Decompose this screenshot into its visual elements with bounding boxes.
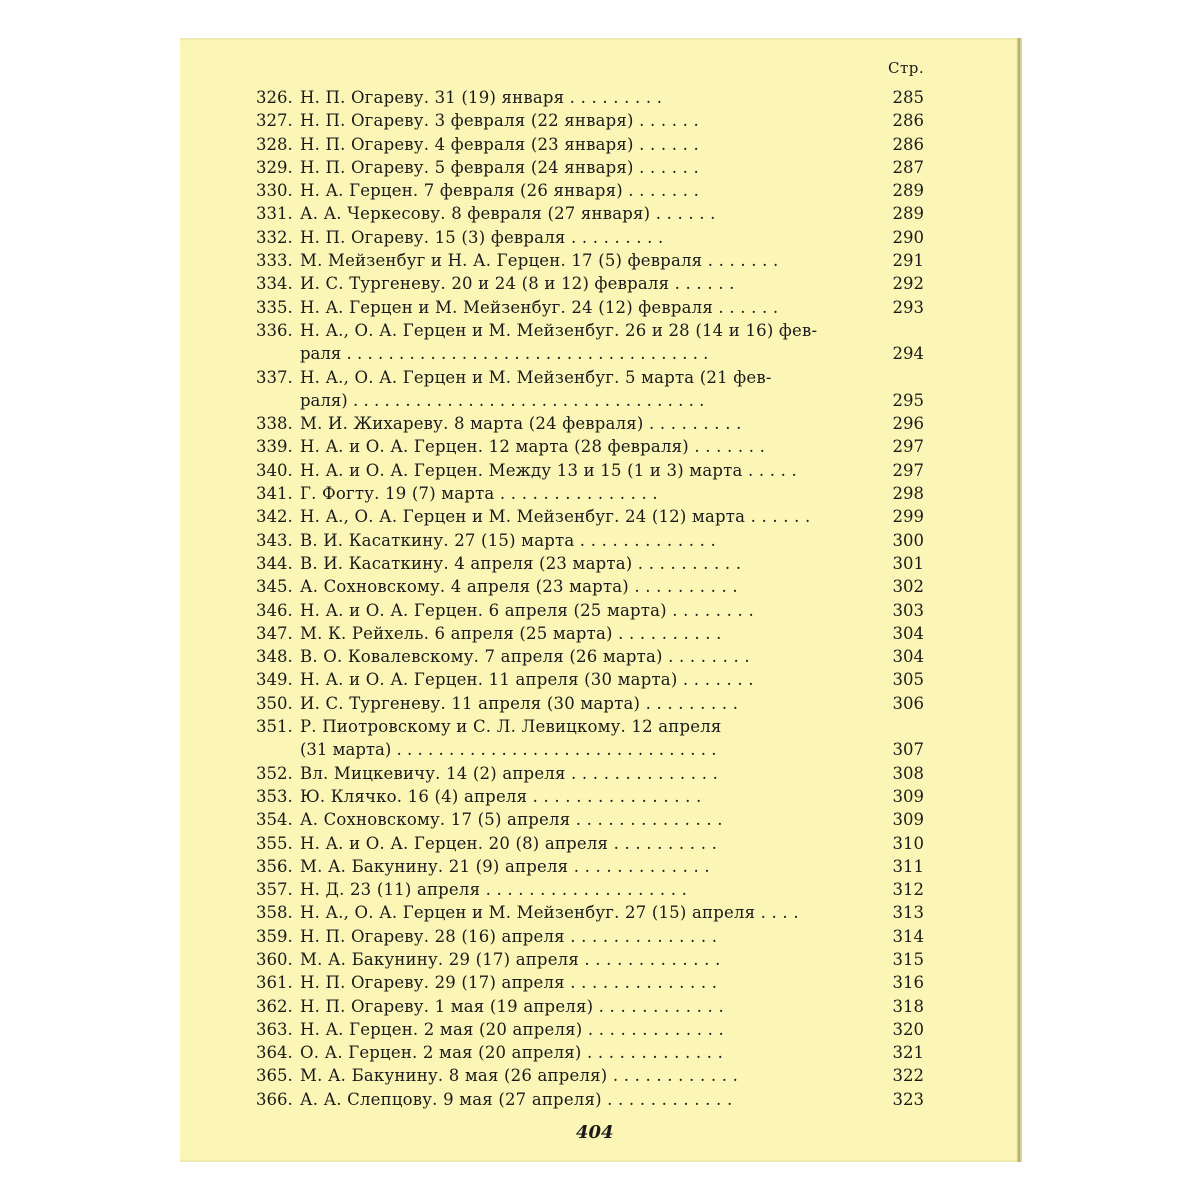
entry-page: 315: [892, 949, 924, 969]
entry-page: 304: [892, 647, 924, 667]
entry-page: 300: [892, 530, 924, 550]
entry-page: 301: [892, 553, 924, 573]
toc-entry: [256, 249, 924, 272]
entry-number: 340.: [256, 460, 293, 480]
entry-title: Ю. Клячко. 16 (4) апреля . . . . . . . . . . . . . . . .: [300, 786, 702, 806]
entry-page: 291: [892, 251, 924, 271]
toc-entry: [256, 552, 924, 575]
entry-number: 326.: [256, 88, 293, 107]
entry-number: 327.: [256, 111, 293, 131]
entry-number: 341.: [256, 484, 293, 504]
toc-entry: [256, 202, 924, 225]
entry-page: 309: [892, 810, 924, 830]
entry-page: 303: [892, 600, 924, 620]
entry-number: 348.: [256, 647, 293, 667]
entry-page: 287: [892, 157, 924, 177]
entry-title: Н. П. Огареву. 28 (16) апреля . . . . . . . . . . . . . .: [300, 926, 718, 946]
entry-page: 304: [892, 623, 924, 643]
entry-title: А. А. Слепцову. 9 мая (27 апреля) . . . . . . . . . . . .: [300, 1089, 733, 1109]
entry-page: 309: [892, 786, 924, 806]
toc-entry: [256, 435, 924, 458]
entry-number: 330.: [256, 181, 293, 201]
entry-title: И. С. Тургеневу. 20 и 24 (8 и 12) февраля . . . . . .: [300, 274, 735, 294]
entry-title: М. И. Жихареву. 8 марта (24 февраля) . . . . . . . . .: [300, 414, 742, 434]
entry-title: Н. П. Огареву. 1 мая (19 апреля) . . . . . . . . . . . .: [300, 996, 724, 1016]
entry-number: 336.: [256, 320, 293, 340]
toc-entry: [256, 599, 924, 622]
toc-entry: [256, 832, 924, 855]
entry-number: 361.: [256, 973, 293, 993]
entry-page: 320: [892, 1019, 924, 1039]
toc-entry: [256, 226, 924, 249]
entry-number: 358.: [256, 903, 293, 923]
entry-page: 310: [892, 833, 924, 853]
entry-page: 311: [892, 856, 924, 876]
toc-entry: [256, 529, 924, 552]
entry-number: 339.: [256, 437, 293, 457]
entry-page: 312: [892, 880, 924, 900]
entry-page: 297: [892, 460, 924, 480]
toc-entry: [256, 319, 924, 366]
toc-entry: [256, 995, 924, 1018]
entry-number: 363.: [256, 1019, 293, 1039]
entry-title: В. О. Ковалевскому. 7 апреля (26 марта) . . . . . . . .: [300, 647, 750, 667]
entry-page: 314: [892, 926, 924, 946]
entry-number: 343.: [256, 530, 293, 550]
entry-page: 316: [892, 973, 924, 993]
entry-page: 293: [892, 297, 924, 317]
entry-number: 342.: [256, 507, 293, 527]
entry-title: А. Сохновскому. 4 апреля (23 марта) . . . . . . . . . .: [300, 577, 738, 597]
entry-page: 289: [892, 181, 924, 201]
entry-number: 357.: [256, 880, 293, 900]
entry-page: 306: [892, 693, 924, 713]
entry-title: Н. П. Огареву. 15 (3) февраля . . . . . . . . .: [300, 227, 664, 247]
toc-entry: [256, 901, 924, 924]
entry-page: 299: [892, 507, 924, 527]
entry-number: 345.: [256, 577, 293, 597]
entry-title: Вл. Мицкевичу. 14 (2) апреля . . . . . . . . . . . . . .: [300, 763, 719, 783]
entry-page: 286: [892, 134, 924, 154]
toc-entry: [256, 179, 924, 202]
entry-title: А. А. Черкесову. 8 февраля (27 января) . . . . . .: [300, 204, 716, 224]
entry-number: 328.: [256, 134, 293, 154]
entry-page: 305: [892, 670, 924, 690]
entry-page: 307: [892, 740, 924, 760]
entry-number: 329.: [256, 157, 293, 177]
entry-number: 352.: [256, 763, 293, 783]
toc-entry: [256, 762, 924, 785]
entry-page: 285: [892, 88, 924, 107]
toc-entry: [256, 622, 924, 645]
toc-entry: [256, 575, 924, 598]
toc-entry: [256, 785, 924, 808]
entry-number: 362.: [256, 996, 293, 1016]
toc-entry: [256, 668, 924, 691]
entry-number: 366.: [256, 1089, 293, 1109]
toc-entry: [256, 645, 924, 668]
entry-title: В. И. Касаткину. 27 (15) марта . . . . . . . . . . . . .: [300, 530, 716, 550]
entry-number: 337.: [256, 367, 293, 387]
entry-number: 334.: [256, 274, 293, 294]
toc-entry: [256, 948, 924, 971]
entry-number: 353.: [256, 786, 293, 806]
entry-title-continued: раля . . . . . . . . . . . . . . . . . . . . . . . . . . . . . . . . . . .: [300, 344, 709, 364]
entry-number: 347.: [256, 623, 293, 643]
entry-page: 323: [892, 1089, 924, 1109]
toc-entry: [256, 715, 924, 762]
entry-number: 335.: [256, 297, 293, 317]
toc-entry: [256, 1064, 924, 1087]
entry-title: Н. П. Огареву. 29 (17) апреля . . . . . . . . . . . . . .: [300, 973, 718, 993]
entry-number: 360.: [256, 949, 293, 969]
toc-entry: [256, 459, 924, 482]
entry-page: 308: [892, 763, 924, 783]
entry-title: М. Мейзенбуг и Н. А. Герцен. 17 (5) февраля . . . . . . .: [300, 251, 779, 271]
entry-title: Н. А., О. А. Герцен и М. Мейзенбуг. 26 и 28 (14 и 16) фев-: [300, 320, 818, 340]
entry-number: 331.: [256, 204, 293, 224]
entry-page: 290: [892, 227, 924, 247]
toc-entry: [256, 808, 924, 831]
toc-entry: [256, 272, 924, 295]
toc-entry: [256, 505, 924, 528]
entry-number: 355.: [256, 833, 293, 853]
entry-number: 365.: [256, 1066, 293, 1086]
entry-page: 313: [892, 903, 924, 923]
entry-title: Н. А., О. А. Герцен и М. Мейзенбуг. 5 марта (21 фев-: [300, 367, 772, 387]
toc-entry: [256, 296, 924, 319]
toc-entry: [256, 133, 924, 156]
entry-page: 321: [892, 1043, 924, 1063]
entry-number: 346.: [256, 600, 293, 620]
entry-title: М. К. Рейхель. 6 апреля (25 марта) . . . . . . . . . .: [300, 623, 722, 643]
entry-page: 295: [892, 390, 924, 410]
entry-title-continued: (31 марта) . . . . . . . . . . . . . . . . . . . . . . . . . . . . . . .: [300, 740, 717, 760]
entry-number: 351.: [256, 717, 293, 737]
toc-entry: [256, 971, 924, 994]
entry-title-continued: раля) . . . . . . . . . . . . . . . . . . . . . . . . . . . . . . . . . .: [300, 390, 705, 410]
toc-entry: [256, 878, 924, 901]
entry-page: 318: [892, 996, 924, 1016]
entry-title: Н. П. Огареву. 3 февраля (22 января) . . . . . .: [300, 111, 699, 131]
entry-title: О. А. Герцен. 2 мая (20 апреля) . . . . . . . . . . . . .: [300, 1043, 724, 1063]
entry-title: Н. А. Герцен. 7 февраля (26 января) . . . . . . .: [300, 181, 700, 201]
entry-number: 359.: [256, 926, 293, 946]
entry-page: 292: [892, 274, 924, 294]
entry-title: М. А. Бакунину. 8 мая (26 апреля) . . . . . . . . . . . .: [300, 1066, 739, 1086]
entry-page: 302: [892, 577, 924, 597]
entry-title: Н. А. и О. А. Герцен. Между 13 и 15 (1 и 3) марта . . . . .: [300, 460, 797, 480]
toc-entry: [256, 1018, 924, 1041]
entry-number: 364.: [256, 1043, 293, 1063]
entry-title: Н. П. Огареву. 4 февраля (23 января) . . . . . .: [300, 134, 699, 154]
entry-page: 322: [892, 1066, 924, 1086]
entry-title: Н. А. Герцен. 2 мая (20 апреля) . . . . . . . . . . . . .: [300, 1019, 724, 1039]
entry-number: 354.: [256, 810, 293, 830]
entry-title: Н. А. и О. А. Герцен. 20 (8) апреля . . . . . . . . . .: [300, 833, 718, 853]
toc-entry: [256, 1088, 924, 1111]
entry-title: Н. А. Герцен и М. Мейзенбуг. 24 (12) февраля . . . . . .: [300, 297, 779, 317]
entry-title: Н. А., О. А. Герцен и М. Мейзенбуг. 24 (12) марта . . . . . .: [300, 507, 811, 527]
entry-title: А. Сохновскому. 17 (5) апреля . . . . . . . . . . . . . .: [300, 810, 723, 830]
entry-page: 286: [892, 111, 924, 131]
entry-title: Н. Д. 23 (11) апреля . . . . . . . . . . . . . . . . . . .: [300, 880, 688, 900]
entry-number: 333.: [256, 251, 293, 271]
entry-number: 344.: [256, 553, 293, 573]
entry-number: 350.: [256, 693, 293, 713]
entry-number: 338.: [256, 414, 293, 434]
toc-entry: [256, 482, 924, 505]
entry-page: 294: [892, 344, 924, 364]
entry-title: Г. Фогту. 19 (7) марта . . . . . . . . . . . . . . .: [300, 484, 658, 504]
entry-title: М. А. Бакунину. 21 (9) апреля . . . . . . . . . . . . .: [300, 856, 710, 876]
toc-entry: [256, 855, 924, 878]
entry-page: 298: [892, 484, 924, 504]
entry-number: 349.: [256, 670, 293, 690]
entry-title: М. А. Бакунину. 29 (17) апреля . . . . . . . . . . . . .: [300, 949, 721, 969]
entry-number: 332.: [256, 227, 293, 247]
entry-number: 356.: [256, 856, 293, 876]
toc-entry: [256, 412, 924, 435]
entry-page: 297: [892, 437, 924, 457]
entry-page: 296: [892, 414, 924, 434]
entry-title: Н. П. Огареву. 31 (19) января . . . . . . . . .: [300, 88, 663, 107]
toc-entry: [256, 156, 924, 179]
toc-entry: [256, 1041, 924, 1064]
table-of-contents: [256, 86, 924, 1111]
entry-title: В. И. Касаткину. 4 апреля (23 марта) . . . . . . . . . .: [300, 553, 742, 573]
entry-page: 289: [892, 204, 924, 224]
toc-entry: [256, 86, 924, 109]
page-column-label: Стр.: [888, 59, 925, 77]
entry-title: Р. Пиотровскому и С. Л. Левицкому. 12 апреля: [300, 717, 722, 737]
entry-title: Н. П. Огареву. 5 февраля (24 января) . . . . . .: [300, 157, 699, 177]
entry-title: Н. А. и О. А. Герцен. 6 апреля (25 марта) . . . . . . . .: [300, 600, 754, 620]
entry-title: Н. А. и О. А. Герцен. 12 марта (28 февраля) . . . . . . .: [300, 437, 766, 457]
toc-entry: [256, 925, 924, 948]
toc-entry: [256, 366, 924, 413]
entry-title: Н. А., О. А. Герцен и М. Мейзенбуг. 27 (15) апреля . . . .: [300, 903, 799, 923]
entry-title: Н. А. и О. А. Герцен. 11 апреля (30 марта) . . . . . . .: [300, 670, 754, 690]
page-number: 404: [576, 1122, 614, 1143]
toc-entry: [256, 692, 924, 715]
toc-entry: [256, 109, 924, 132]
entry-title: И. С. Тургеневу. 11 апреля (30 марта) . . . . . . . . .: [300, 693, 739, 713]
